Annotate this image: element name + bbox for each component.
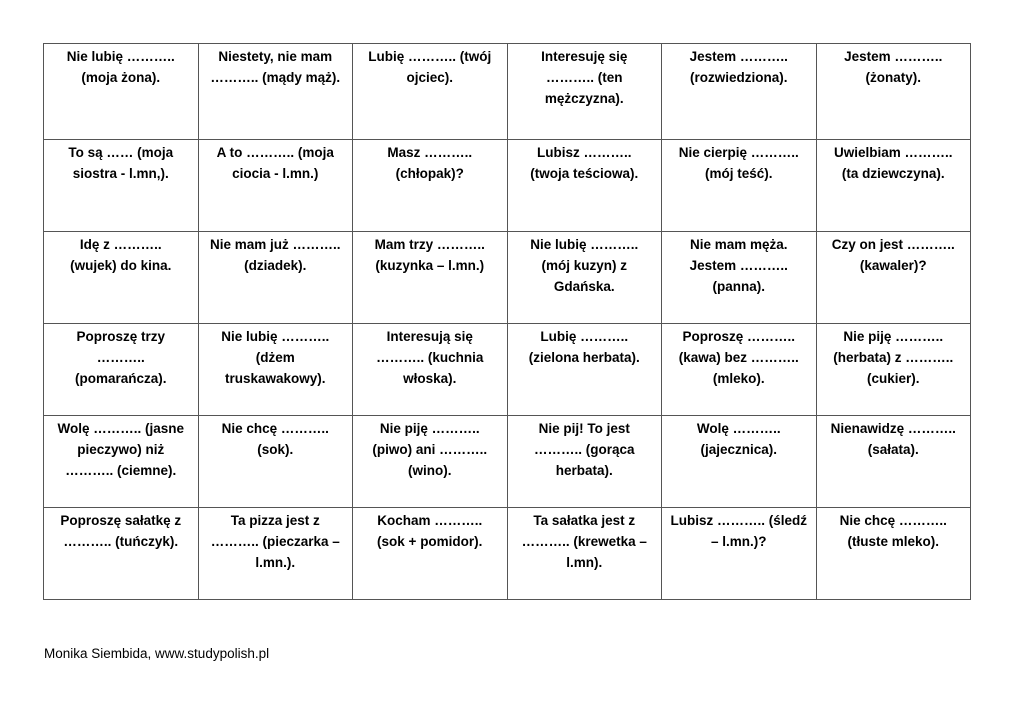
card-text-line: (chłopak)? [395,166,464,181]
exercise-card [662,140,817,232]
card-text-line: (sok + pomidor). [377,534,483,549]
exercise-card [44,44,199,140]
card-text-line: ……….. (mądy mąż). [210,70,341,85]
exercise-card [816,232,971,324]
card-text-line: ojciec). [406,70,454,85]
exercise-card [44,416,199,508]
card-text-line: (cukier). [866,371,920,386]
card-text-line: siostra - l.mn,). [72,166,169,181]
card-text-line: ……….. (gorąca [533,442,635,457]
card-text-line: Wolę ……….. (jasne [57,421,185,436]
exercise-card [44,324,199,416]
exercise-card [662,232,817,324]
card-text-line: (kawa) bez ……….. [678,350,799,365]
exercise-card [353,140,508,232]
card-text-line: Lubisz ……….. (śledź [670,513,807,528]
card-text-line: pieczywo) niż [77,442,165,457]
card-text-line: herbata). [555,463,613,478]
card-text-line: Lubię ……….. [540,329,629,344]
card-text-line: Masz ……….. [387,145,473,160]
card-text-line: Nie piję ……….. [379,421,480,436]
card-text-line: (jajecznica). [700,442,778,457]
exercise-card [816,416,971,508]
card-text-line: (zielona herbata). [528,350,640,365]
exercise-card [198,44,353,140]
card-text-line: (sok). [257,442,294,457]
exercise-card [816,324,971,416]
exercise-card [507,416,662,508]
card-row [44,140,971,232]
card-text-line: Nie pij! To jest [538,421,630,436]
exercise-card [662,44,817,140]
exercise-card [198,232,353,324]
card-text-line: Poproszę ……….. [682,329,795,344]
card-text-line: l.mn). [566,555,603,570]
exercise-card [507,232,662,324]
card-text-line: (wino). [408,463,452,478]
card-text-line: Gdańska. [553,279,615,294]
card-text-line: Niestety, nie mam [218,49,333,64]
card-text-line: Kocham ……….. [377,513,483,528]
card-text-line: (dziadek). [244,258,307,273]
card-text-line: włoska). [403,371,457,386]
exercise-card [816,140,971,232]
card-text-line: ciocia - l.mn.) [232,166,319,181]
card-row [44,416,971,508]
author-footer: Monika Siembida, www.studypolish.pl [44,646,270,661]
exercise-card-grid [43,43,971,600]
card-text-line: ……….. (ciemne). [65,463,177,478]
card-text-line: Nie lubię ……….. [530,237,639,252]
card-row [44,44,971,140]
exercise-card [198,140,353,232]
card-text-line: (pomarańcza). [74,371,167,386]
exercise-card [44,140,199,232]
card-text-line: ……….. (krewetka – [521,534,647,549]
exercise-card [198,416,353,508]
card-text-line: Mam trzy ……….. [374,237,485,252]
card-row [44,508,971,600]
card-text-line: Czy on jest ……….. [831,237,955,252]
card-text-line: Ta sałatka jest z [533,513,636,528]
exercise-card [662,324,817,416]
card-text-line: Jestem ……….. [844,49,943,64]
card-text-line: ……….. [96,350,145,365]
card-text-line: (ta dziewczyna). [841,166,945,181]
card-text-line: (herbata) z ……….. [833,350,954,365]
card-text-line: (mleko). [712,371,765,386]
exercise-card [507,44,662,140]
card-text-line: (dżem [255,350,295,365]
card-text-line: (wujek) do kina. [70,258,172,273]
card-text-line: Nie cierpię ……….. [678,145,799,160]
exercise-card [816,508,971,600]
card-text-line: ……….. (kuchnia [376,350,484,365]
card-text-line: Nie lubię ……….. [66,49,175,64]
exercise-card [198,324,353,416]
card-text-line: (kawaler)? [859,258,927,273]
card-text-line: mężczyzna). [544,91,624,106]
card-text-line: Ta pizza jest z [230,513,320,528]
card-text-line: Wolę ……….. [696,421,781,436]
exercise-card [353,232,508,324]
card-text-line: (moja żona). [81,70,161,85]
card-text-line: (piwo) ani ……….. [372,442,488,457]
card-text-line: ……….. (tuńczyk). [63,534,179,549]
card-text-line: Nie chcę ……….. [221,421,329,436]
exercise-card [44,508,199,600]
card-text-line: Nienawidzę ……….. [830,421,956,436]
card-text-line: Jestem ……….. [689,49,788,64]
exercise-card [662,416,817,508]
exercise-card [198,508,353,600]
card-text-line: – l.mn.)? [710,534,767,549]
card-text-line: truskawakowy). [224,371,326,386]
exercise-card [662,508,817,600]
card-text-line: l.mn.). [255,555,296,570]
card-text-line: Lubię ……….. (twój [368,49,492,64]
card-text-line: Uwielbiam ……….. [833,145,953,160]
card-text-line: Nie piję ……….. [843,329,944,344]
exercise-card [353,416,508,508]
card-text-line: Idę z ……….. [79,237,162,252]
exercise-card [507,508,662,600]
card-text-line: (panna). [712,279,765,294]
card-text-line: Interesuję się [541,49,628,64]
card-text-line: ……….. (ten [546,70,623,85]
exercise-card [507,324,662,416]
card-text-line: Poproszę sałatkę z [60,513,182,528]
card-text-line: (sałata). [867,442,919,457]
card-text-line: Nie mam męża. [689,237,788,252]
card-text-line: ……….. (pieczarka – [210,534,340,549]
card-text-line: Lubisz ……….. [537,145,632,160]
card-text-line: Nie mam już ……….. [209,237,341,252]
card-text-line: (kuzynka – l.mn.) [375,258,485,273]
exercise-card [507,140,662,232]
card-text-line: (tłuste mleko). [847,534,939,549]
exercise-card [44,232,199,324]
card-row [44,232,971,324]
card-text-line: Nie lubię ……….. [221,329,330,344]
card-text-line: (mój teść). [704,166,773,181]
card-text-line: (twoja teściowa). [530,166,639,181]
card-text-line: Jestem ……….. [689,258,788,273]
card-text-line: (mój kuzyn) z [541,258,627,273]
exercise-card [816,44,971,140]
card-text-line: A to ……….. (moja [216,145,334,160]
card-text-line: Interesują się [386,329,473,344]
card-text-line: (żonaty). [865,70,921,85]
exercise-card [353,508,508,600]
exercise-card [353,44,508,140]
card-text-line: (rozwiedziona). [690,70,788,85]
exercise-card [353,324,508,416]
card-text-line: Poproszę trzy [76,329,166,344]
card-text-line: Nie chcę ……….. [839,513,947,528]
card-row [44,324,971,416]
card-text-line: To są …… (moja [68,145,174,160]
card-grid-body [44,44,971,600]
